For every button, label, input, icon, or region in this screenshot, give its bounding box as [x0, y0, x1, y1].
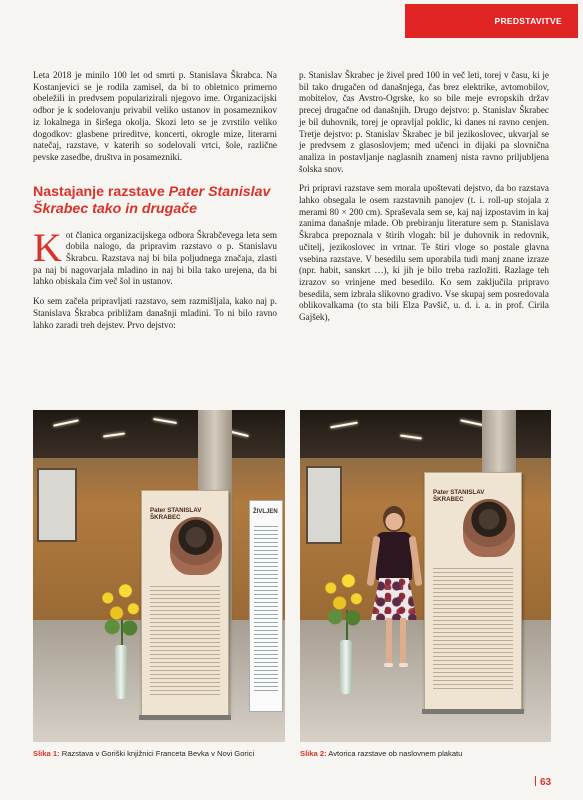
heading-italic: Pater Stanislav Škrabec tako in drugače: [33, 183, 271, 217]
photo-caption-1: [33, 749, 254, 758]
photo-caption-2: [300, 749, 462, 758]
intro-paragraph: Leta 2018 je minilo 100 let od smrti p. Stanislava Škrabca. Na Kostanjevici se je rodila zamisel, da bi to obletnico primerno obeležili in predvsem popularizirali njegovo ime. Organizacijski odbor je k sodelovanju privabil veliko ustanov in posameznikov iz lokalnega in širšega okolja. Skozi leto se je zvrstilo veliko dogodkov: glasbene prireditve, koncerti, okrogle mize, literarni natečaj, razstave, v katerih so sodelovali vrtci, šole, različne pevske zasedbe, društva in posamezniki.: [33, 70, 277, 162]
caption-label: Slika 2:: [300, 749, 327, 758]
body-paragraph: [33, 224, 277, 289]
body-paragraph: Ko sem začela pripravljati razstavo, sem razmišljala, kako naj p. Stanislava Škrabca približam današnji mladini. To ni bilo ravno lahko zaradi treh dejstev. Prvo dejstvo:: [33, 296, 277, 330]
caption-text: Avtorica razstave ob naslovnem plakatu: [326, 749, 463, 758]
portrait-bust: [170, 517, 222, 575]
section-heading: [33, 184, 277, 218]
banner-title: Pater STANISLAV ŠKRABEC: [150, 507, 202, 521]
left-column: [33, 70, 277, 339]
flower-bouquet: [322, 570, 366, 630]
side-banner: [249, 500, 283, 712]
body-paragraph-text: ot članica organizacijskega odbora Škrabčevega leta sem dobila nalogo, da pripravim razstavo o p. Stanislavu Škrabcu. Razstava naj bi bila poljudnega značaja, zlasti pa naj bi nagovarjala mladino in naj bi bila tako urejena, da bi lahko obiskala čim več šol in ustanov.: [33, 229, 277, 287]
right-column: [299, 70, 549, 332]
drop-cap: K: [33, 224, 62, 270]
body-paragraph: p. Stanislav Škrabec je živel pred 100 in več leti, torej v času, ki je bil tako drugačen od današnjega, čas brez elektrike, avtomobilov, mobitelov, čas Avstro-Ogrske, ko so bile meje evropskih držav precej drugačne od današnjih. Drugo dejstvo: p. Stanislav Škrabec je bil duhovnik, torej je opravljal poklic, ki danes ni ravno cenjen. Tretje dejstvo: p. Stanislav Škrabec je bil jezikoslovec, ukvarjal se je predvsem z glasoslovjem; med učenci in dijaki pa slovnična analiza in postavljanje naglasnih znamenj nista ravno priljubljena šolska snov.: [299, 70, 549, 174]
banner-title: Pater STANISLAV ŠKRABEC: [433, 489, 485, 503]
page-number: 63: [535, 776, 551, 788]
body-paragraph: Pri pripravi razstave sem morala upoštevati dejstvo, da bo razstava lahko obsegala le osem razstavnih panojev (t. i. roll-up stojala z merami 80 × 200 cm). Spraševala sem se, kaj naj izpostavim in kaj zanima današnje mlade. Ob prebiranju literature sem p. Stanislava Škrabca prepoznala v štirih vlogah: bil je duhovnik in redovnik, učitelj, jezikoslovec in vrtnar. Te štiri vloge so postale glavna vsebina razstave. V besedilu sem uporabila tudi manj znane izraze (npr. habit, sanskrt …), ki jih je bilo treba razložiti. Razlage teh izrazov so vrinjene med besedilo. Ko sem zaključila pripravo besedila, sem izbrala slikovno gradivo. Vse skupaj sem posredovala oblikovalkama (to sta bili Elza Pavšič, u. d. i. a. in prof. Cirila Gajšek),: [299, 183, 549, 323]
caption-label: Slika 1:: [33, 749, 60, 758]
caption-text: Razstava v Goriški knjižnici Franceta Bevka v Novi Gorici: [59, 749, 255, 758]
vase: [115, 645, 127, 699]
title-banner: [141, 490, 229, 716]
exhibition-photo-1: [33, 410, 285, 742]
section-tab: [405, 4, 578, 38]
heading-prefix: Nastajanje razstave: [33, 183, 169, 200]
section-label: PREDSTAVITVE: [494, 16, 562, 26]
exhibition-photo-2: [300, 410, 551, 742]
portrait-bust: [463, 499, 515, 557]
side-banner-title: ŽIVLJEN: [253, 509, 278, 515]
title-banner: [424, 472, 522, 710]
flower-bouquet: [99, 580, 143, 640]
vase: [340, 640, 352, 694]
